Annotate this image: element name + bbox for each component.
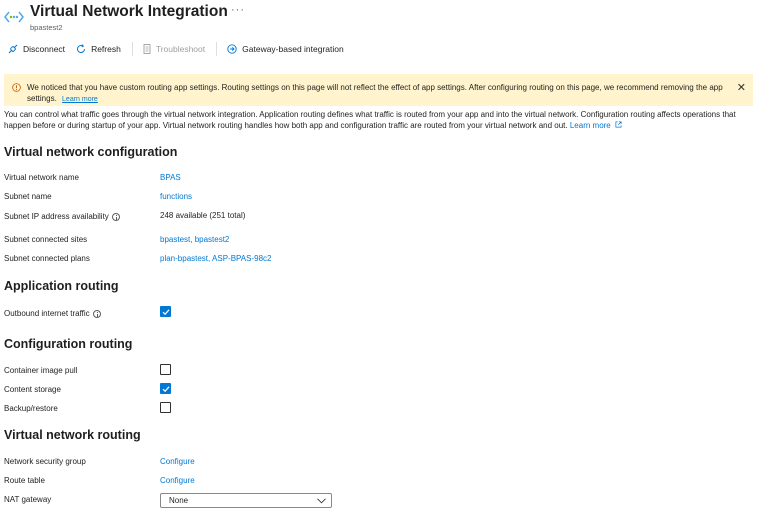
subnet-ip-availability-text: Subnet IP address availability: [4, 212, 109, 221]
nat-gateway-selected-value: None: [169, 496, 189, 505]
refresh-label: Refresh: [91, 44, 121, 54]
checkmark-icon: [162, 385, 170, 393]
gateway-integration-button[interactable]: [227, 44, 344, 54]
gateway-integration-label: Gateway-based integration: [242, 44, 344, 54]
route-table-configure-link[interactable]: Configure: [160, 476, 195, 485]
external-link-icon: [615, 121, 622, 128]
disconnect-label: Disconnect: [23, 44, 66, 54]
refresh-icon: [76, 44, 86, 54]
subnet-connected-plans-link[interactable]: plan-bpastest, ASP-BPAS-98c2: [160, 254, 272, 263]
container-image-pull-checkbox[interactable]: [160, 364, 171, 375]
troubleshoot-icon: [143, 44, 151, 54]
warning-message: [27, 83, 727, 105]
more-options-button[interactable]: ···: [231, 4, 245, 16]
warning-learn-more-link[interactable]: Learn more: [62, 95, 98, 103]
outbound-internet-traffic-label: [4, 309, 101, 318]
application-routing-heading: Application routing: [4, 279, 119, 293]
vnet-name-link[interactable]: BPAS: [160, 173, 181, 182]
page-header: [4, 2, 744, 36]
outbound-internet-traffic-text: Outbound internet traffic: [4, 309, 90, 318]
subnet-connected-sites-label: Subnet connected sites: [4, 235, 88, 244]
network-security-group-label: Network security group: [4, 457, 86, 466]
outbound-internet-traffic-checkbox[interactable]: [160, 306, 171, 317]
checkmark-icon: [162, 308, 170, 316]
chevron-down-icon: [317, 498, 326, 504]
backup-restore-checkbox[interactable]: [160, 402, 171, 413]
description-learn-more-link[interactable]: Learn more: [570, 121, 622, 130]
description-text: You can control what traffic goes through the virtual network integration. Application routing defines what traffic is routed from your app and into the virtual network. Configuration routing affects operations that happen before or during startup of your app. Virtual network routing handles how both app and configuration traffic are routed from your virtual network and out.: [4, 110, 736, 130]
content-storage-checkbox[interactable]: [160, 383, 171, 394]
subnet-connected-sites-link[interactable]: bpastest, bpastest2: [160, 235, 230, 244]
nat-gateway-dropdown[interactable]: [160, 493, 332, 508]
arrow-circle-icon: [227, 44, 237, 54]
warning-text: We noticed that you have custom routing app settings. Routing settings on this page will not reflect the effect of app settings. After configuring routing on this page, we recommend removing the app settings.: [27, 83, 723, 103]
toolbar-divider: [132, 42, 133, 56]
subnet-connected-plans-label: Subnet connected plans: [4, 254, 90, 263]
vnet-routing-heading: Virtual network routing: [4, 428, 141, 442]
subnet-name-link[interactable]: functions: [160, 192, 193, 201]
troubleshoot-button[interactable]: [143, 44, 205, 54]
container-image-pull-label: Container image pull: [4, 366, 78, 375]
routing-description: [4, 110, 756, 131]
vnet-integration-icon: [4, 10, 24, 24]
nat-gateway-label: NAT gateway: [4, 495, 52, 504]
info-icon[interactable]: [112, 213, 120, 221]
subnet-ip-availability-label: [4, 212, 120, 221]
content-storage-label: Content storage: [4, 385, 61, 394]
toolbar-divider: [216, 42, 217, 56]
subnet-ip-availability-value: 248 available (251 total): [160, 211, 246, 220]
close-icon[interactable]: ✕: [736, 82, 746, 94]
vnet-config-heading: Virtual network configuration: [4, 145, 178, 159]
refresh-button[interactable]: [76, 44, 121, 54]
subnet-name-label: Subnet name: [4, 192, 52, 201]
command-bar: [8, 42, 355, 56]
page-subtitle: bpastest2: [30, 23, 63, 32]
backup-restore-label: Backup/restore: [4, 404, 58, 413]
routing-warning-banner: [4, 74, 753, 106]
disconnect-icon: [8, 44, 18, 54]
troubleshoot-label: Troubleshoot: [155, 44, 206, 54]
info-icon[interactable]: [93, 310, 101, 318]
warning-icon: [12, 83, 21, 92]
route-table-label: Route table: [4, 476, 45, 485]
vnet-name-label: Virtual network name: [4, 173, 79, 182]
nsg-configure-link[interactable]: Configure: [160, 457, 195, 466]
page-title: Virtual Network Integration: [30, 3, 228, 20]
configuration-routing-heading: Configuration routing: [4, 337, 133, 351]
disconnect-button[interactable]: [8, 44, 65, 54]
